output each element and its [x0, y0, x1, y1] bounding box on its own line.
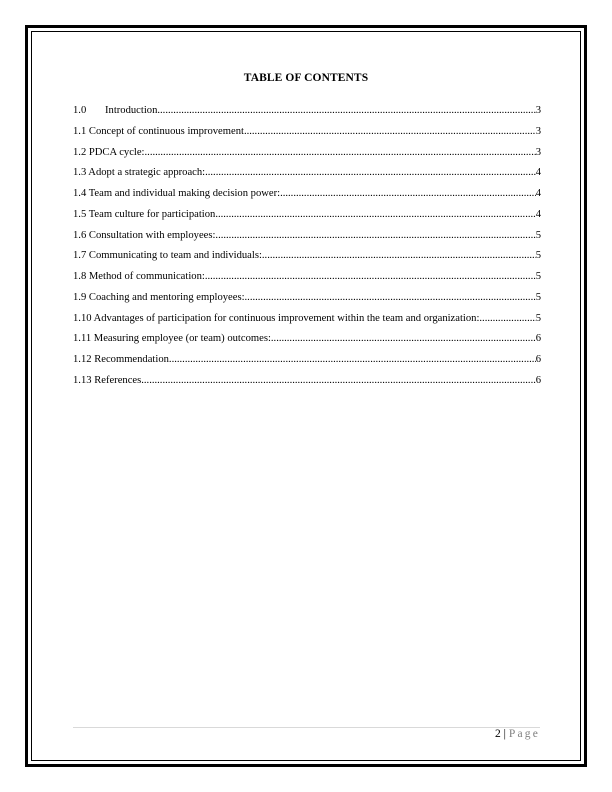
toc-entry-1-6[interactable]	[73, 226, 541, 247]
toc-leader-dots	[169, 350, 536, 371]
toc-entry-text: 1.3 Adopt a strategic approach:	[73, 167, 206, 179]
toc-entry-1-10[interactable]	[73, 309, 541, 330]
toc-entry-text: 1.1 Concept of continuous improvement	[73, 125, 244, 137]
toc-page-number: 4	[535, 167, 541, 179]
toc-leader-dots	[245, 288, 536, 309]
toc-entry-text: 1.6 Consultation with employees:	[73, 229, 216, 241]
footer-page-number: 2	[495, 728, 501, 740]
toc-leader-dots	[145, 143, 536, 164]
toc-entry-text: 1.11 Measuring employee (or team) outcomes:	[73, 333, 271, 345]
toc-entry-1-12[interactable]	[73, 350, 541, 371]
toc-leader-dots	[479, 309, 535, 330]
toc-entry-introduction[interactable]	[73, 101, 541, 122]
toc-leader-dots	[205, 267, 536, 288]
toc-leader-dots	[157, 101, 535, 122]
toc-page-number: 3	[535, 125, 541, 137]
toc-entry-1-13[interactable]	[73, 371, 541, 392]
toc-page-number: 5	[535, 312, 541, 324]
toc-page-number: 5	[535, 291, 541, 303]
toc-entry-1-7[interactable]	[73, 246, 541, 267]
toc-entry-text: 1.10 Advantages of participation for continuous improvement within the team and organization:	[73, 312, 480, 324]
toc-entry-text: 1.8 Method of communication:	[73, 271, 205, 282]
table-of-contents	[73, 101, 541, 392]
toc-leader-dots	[271, 329, 536, 350]
toc-entry-text: 1.9 Coaching and mentoring employees:	[73, 291, 245, 303]
toc-entry-text: 1.5 Team culture for participation	[73, 208, 216, 220]
toc-entry-text: Introduction	[105, 105, 158, 116]
toc-leader-dots	[215, 226, 535, 247]
toc-entry-1-5[interactable]	[73, 205, 541, 226]
footer-divider	[73, 727, 540, 728]
toc-page-number: 4	[535, 188, 541, 199]
toc-title: TABLE OF CONTENTS	[243, 72, 369, 84]
toc-leader-dots	[215, 205, 535, 226]
toc-page-number: 6	[535, 333, 541, 345]
toc-entry-1-3[interactable]	[73, 163, 541, 184]
toc-leader-dots	[262, 246, 536, 267]
toc-page-number: 4	[535, 208, 541, 220]
toc-page-number: 5	[535, 271, 541, 282]
toc-entry-text: 1.4 Team and individual making decision power:	[73, 188, 281, 199]
toc-page-number: 6	[535, 354, 541, 365]
toc-entry-1-1[interactable]	[73, 122, 541, 143]
toc-entry-1-4[interactable]	[73, 184, 541, 205]
toc-entry-1-9[interactable]	[73, 288, 541, 309]
toc-page-number: 5	[535, 250, 541, 262]
toc-entry-1-11[interactable]	[73, 329, 541, 350]
page-footer	[495, 728, 540, 740]
toc-entry-label	[73, 101, 157, 122]
toc-page-number: 5	[535, 229, 541, 241]
toc-leader-dots	[280, 184, 536, 205]
toc-entry-number: 1.0	[73, 105, 87, 116]
toc-page-number: 3	[535, 105, 541, 116]
toc-entry-text: 1.13 References	[73, 374, 142, 386]
toc-entry-text: 1.7 Communicating to team and individuals:	[73, 250, 262, 262]
footer-separator: |	[500, 728, 509, 740]
toc-leader-dots	[244, 122, 536, 143]
toc-page-number: 6	[535, 374, 541, 386]
toc-leader-dots	[141, 371, 535, 392]
footer-page-word: Page	[508, 728, 540, 740]
toc-entry-text: 1.12 Recommendation	[73, 354, 169, 365]
toc-entry-1-2[interactable]	[73, 143, 541, 164]
toc-entry-1-8[interactable]	[73, 267, 541, 288]
toc-entry-text: 1.2 PDCA cycle:	[73, 146, 145, 158]
toc-page-number: 3	[535, 146, 541, 158]
toc-leader-dots	[205, 163, 536, 184]
